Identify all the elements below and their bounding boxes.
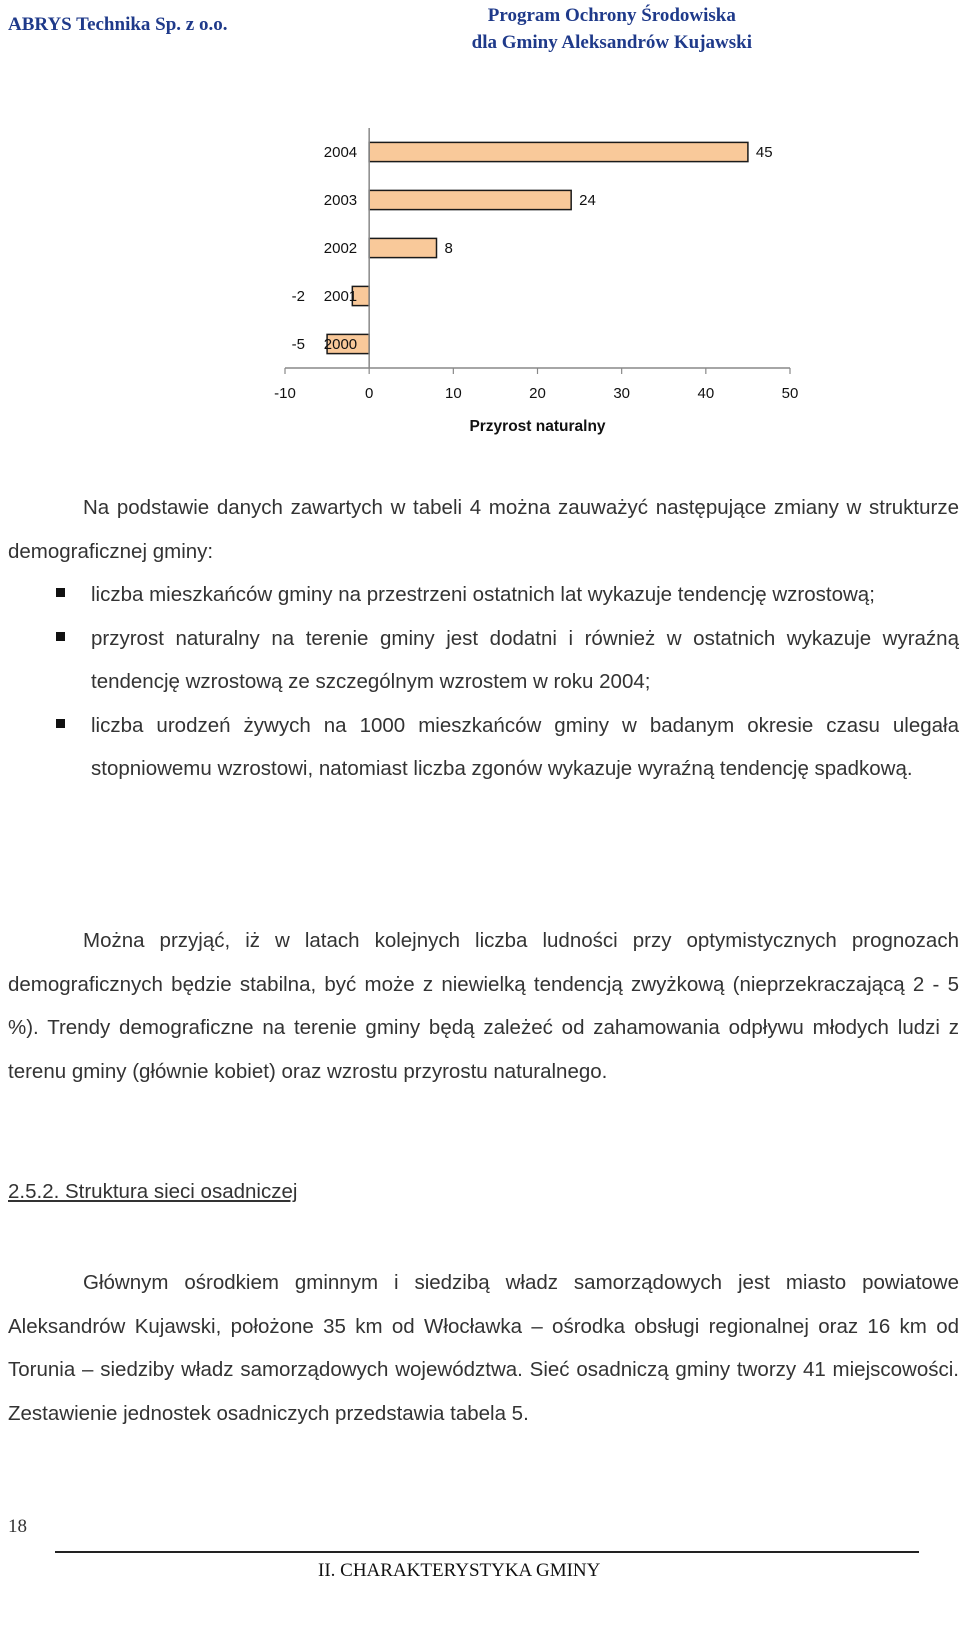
demographic-summary <box>8 486 959 791</box>
category-label: 2001 <box>323 288 358 305</box>
category-label: 2002 <box>323 240 358 257</box>
x-tick-label: -10 <box>274 385 296 402</box>
intro-paragraph: Na podstawie danych zawartych w tabeli 4 można zauważyć następujące zmiany w strukturze demograficznej gminy: <box>8 496 959 563</box>
square-bullet-icon <box>56 632 65 641</box>
footer-divider <box>55 1551 919 1553</box>
section-heading: 2.5.2. Struktura sieci osadniczej <box>8 1180 298 1203</box>
bars-layer <box>292 142 773 353</box>
page-number: 18 <box>8 1516 27 1537</box>
category-label: 2003 <box>323 192 358 209</box>
data-label: -2 <box>291 288 305 305</box>
footer-chapter-title: II. CHARAKTERYSTYKA GMINY <box>318 1560 601 1581</box>
x-tick-label: 10 <box>444 385 462 402</box>
settlement-paragraph: Głównym ośrodkiem gminnym i siedzibą władz samorządowych jest miasto powiatowe Aleksandrów Kujawski, położone 35 km od Włocławka – ośrodka obsługi regionalnej oraz 16 km od Torunia – siedziby władz samorządowych województwa. Sieć osadniczą gminy tworzy 41 miejscowości. Zestawienie jednostek osadniczych przedstawia tabela 5. <box>8 1271 959 1425</box>
chart-x-axis-title: Przyrost naturalny <box>469 418 606 435</box>
square-bullet-icon <box>56 719 65 728</box>
natural-increase-bar-chart <box>0 120 960 460</box>
list-item <box>8 573 959 617</box>
category-label: 2004 <box>323 144 358 161</box>
forecast-paragraph: Można przyjąć, iż w latach kolejnych liczba ludności przy optymistycznych prognozach demograficznych będzie stabilna, być może z niewielką tendencją zwyżkową (nieprzekraczającą 2 - 5 %). Trendy demograficzne na terenie gminy będą zależeć od zahamowania odpływu młodych ludzi z terenu gminy (głównie kobiet) oraz wzrostu przyrostu naturalnego. <box>8 929 959 1083</box>
header-company: ABRYS Technika Sp. z o.o. <box>8 14 228 35</box>
category-label: 2000 <box>323 336 358 353</box>
x-tick-label: 30 <box>613 385 631 402</box>
data-label: -5 <box>291 336 305 353</box>
list-item <box>8 704 959 791</box>
axis-layer <box>274 128 798 402</box>
list-item-text: przyrost naturalny na terenie gminy jest dodatni i również w ostatnich wykazuje wyraźną tendencję wzrostową ze szczególnym wzrostem w roku 2004; <box>91 626 959 693</box>
header-program-title <box>472 2 752 56</box>
x-tick-label: 0 <box>364 385 374 402</box>
list-item-text: liczba urodzeń żywych na 1000 mieszkańców gminy w badanym okresie czasu ulegała stopniowemu wzrostowi, natomiast liczba zgonów wykazuje wyraźną tendencję spadkową. <box>91 713 959 780</box>
settlement-section <box>8 1261 959 1435</box>
header-program-line1: Program Ochrony Środowiska <box>487 5 736 26</box>
data-label: 8 <box>444 240 453 257</box>
bar <box>369 190 571 209</box>
x-tick-label: 20 <box>529 385 546 402</box>
bar <box>369 142 748 161</box>
bar <box>369 238 436 257</box>
header-program-line2: dla Gminy Aleksandrów Kujawski <box>471 32 752 53</box>
data-label: 24 <box>579 192 596 209</box>
list-item-text: liczba mieszkańców gminy na przestrzeni ostatnich lat wykazuje tendencję wzrostową; <box>91 583 875 606</box>
change-list <box>8 573 959 791</box>
forecast-section <box>8 919 959 1093</box>
square-bullet-icon <box>56 588 65 597</box>
data-label: 45 <box>755 144 773 161</box>
x-tick-label: 40 <box>697 385 715 402</box>
x-tick-label: 50 <box>781 385 799 402</box>
list-item <box>8 617 959 704</box>
